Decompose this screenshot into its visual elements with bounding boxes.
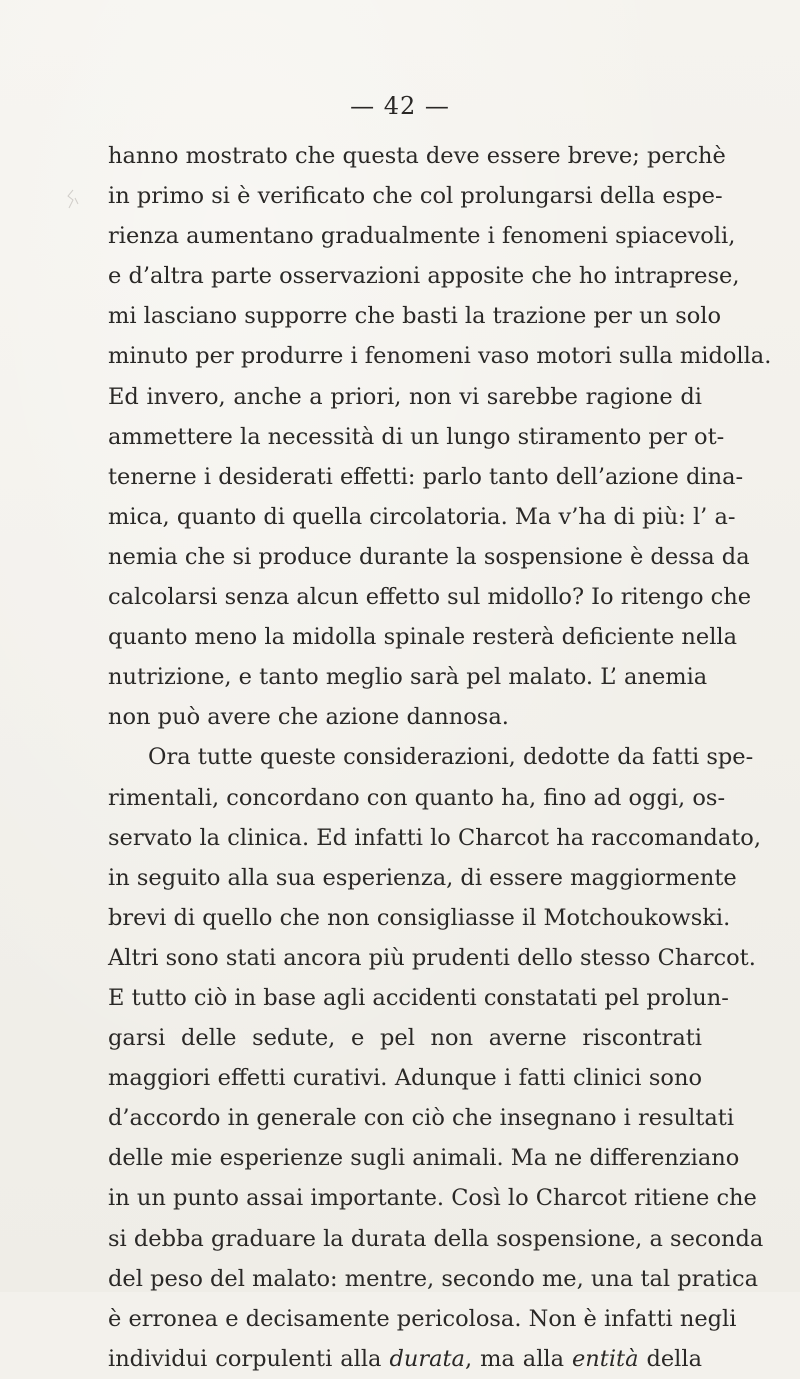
text-line: Ed invero, anche a priori, non vi sarebbe ragione di: [108, 383, 702, 410]
text-line: mica, quanto di quella circolatoria. Ma v’ha di più: l’ a-: [108, 503, 736, 530]
text-line: e d’altra parte osservazioni apposite che ho intraprese,: [108, 263, 740, 290]
text-line: mi lasciano supporre che basti la trazione per un solo: [108, 303, 722, 330]
text-line: garsi delle sedute, e pel non averne riscontrati: [108, 1025, 702, 1052]
text-line: hanno mostrato che questa deve essere breve; perchè: [108, 143, 726, 169]
text-segment: della: [638, 1345, 702, 1372]
text-line: tenerne i desiderati effetti: parlo tanto dell’azione dina-: [108, 463, 744, 490]
text-line: in primo si è verificato che col prolungarsi della espe-: [108, 183, 723, 210]
text-line: calcolarsi senza alcun effetto sul midollo? Io ritengo che: [108, 584, 752, 611]
text-line: è erronea e decisamente pericolosa. Non è infatti negli: [108, 1305, 737, 1332]
emphasis-entita: entità: [571, 1345, 639, 1372]
text-line: Altri sono stati ancora più prudenti dello stesso Charcot.: [108, 944, 756, 971]
text-line: servato la clinica. Ed infatti lo Charcot ha raccomandato,: [108, 824, 761, 851]
text-line: minuto per produrre i fenomeni vaso motori sulla midolla.: [108, 343, 772, 370]
text-line: in seguito alla sua esperienza, di essere maggiormente: [108, 864, 737, 891]
text-line: del peso del malato: mentre, secondo me, una tal pratica: [108, 1265, 759, 1292]
text-line: ammettere la necessità di un lungo stiramento per ot-: [108, 423, 725, 450]
text-line: nemia che si produce durante la sospensione è dessa da: [108, 543, 750, 570]
text-line: brevi di quello che non consigliasse il Motchoukowski.: [108, 904, 731, 931]
text-line-last: [108, 1339, 702, 1379]
text-line: non può avere che azione dannosa.: [108, 704, 509, 731]
text-line: E tutto ciò in base agli accidenti constatati pel prolun-: [108, 984, 729, 1011]
text-segment: , ma alla: [464, 1345, 572, 1372]
text-line: in un punto assai importante. Così lo Charcot ritiene che: [108, 1185, 757, 1212]
text-line: maggiori effetti curativi. Adunque i fatti clinici sono: [108, 1065, 702, 1092]
text-line: nutrizione, e tanto meglio sarà pel malato. L’ anemia: [108, 664, 708, 691]
text-line: rienza aumentano gradualmente i fenomeni spiacevoli,: [108, 223, 736, 250]
text-line: rimentali, concordano con quanto ha, fino ad oggi, os-: [108, 784, 726, 811]
margin-pencil-mark: [64, 188, 82, 216]
text-line: quanto meno la midolla spinale resterà deficiente nella: [108, 624, 738, 651]
text-segment: individui corpulenti alla: [108, 1345, 390, 1372]
text-line: delle mie esperienze sugli animali. Ma ne differenziano: [108, 1145, 740, 1172]
body-text: [108, 136, 772, 1379]
text-line: si debba graduare la durata della sospensione, a seconda: [108, 1225, 764, 1252]
text-line: Ora tutte queste considerazioni, dedotte da fatti spe-: [148, 744, 754, 771]
page-number: — 42 —: [350, 92, 450, 120]
text-line: d’accordo in generale con ciò che insegnano i resultati: [108, 1105, 735, 1132]
emphasis-durata: durata: [389, 1345, 465, 1372]
